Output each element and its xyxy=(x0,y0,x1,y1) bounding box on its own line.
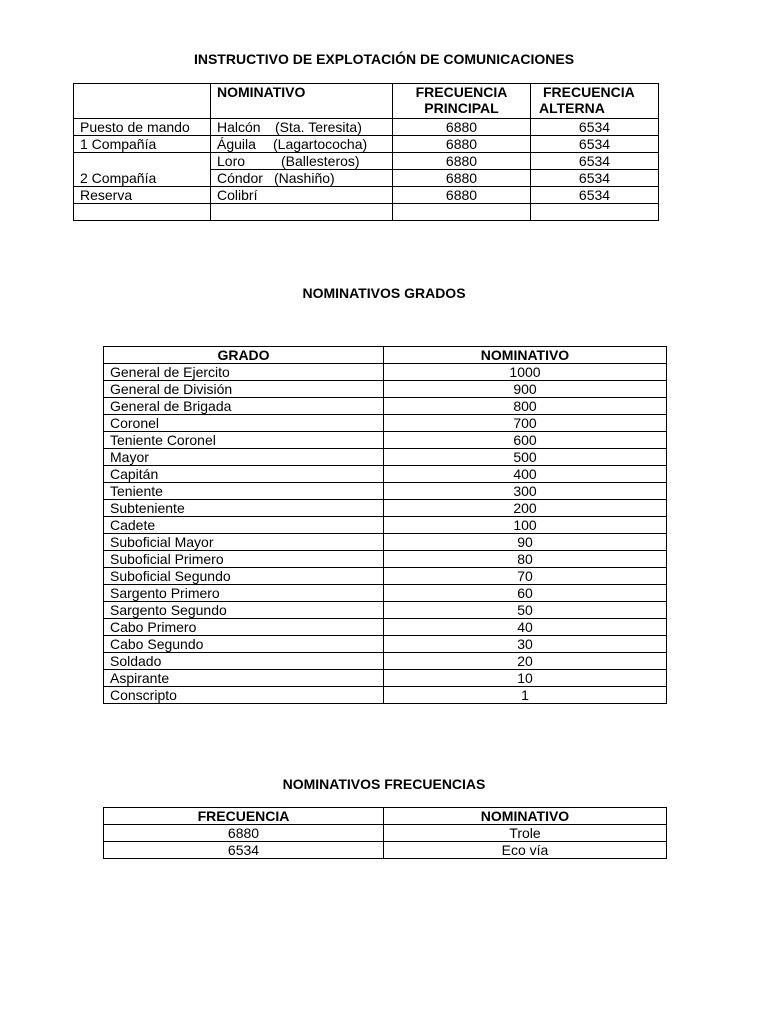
grado-cell: Soldado xyxy=(104,653,384,670)
callsign-cell xyxy=(211,153,393,170)
grado-cell: Aspirante xyxy=(104,670,384,687)
table-row xyxy=(104,636,667,653)
freq-alterna-cell: 6534 xyxy=(531,136,659,153)
table-row xyxy=(104,568,667,585)
table-row xyxy=(104,500,667,517)
nominativo-cell: 90 xyxy=(384,534,667,551)
header-empty-cell xyxy=(74,84,211,119)
table-row xyxy=(104,466,667,483)
unit-cell: Reserva xyxy=(74,187,211,204)
nominativo-cell: 10 xyxy=(384,670,667,687)
grado-cell: Suboficial Mayor xyxy=(104,534,384,551)
callsign-place: (Lagartocochа) xyxy=(273,136,368,152)
grado-cell: Cabo Segundo xyxy=(104,636,384,653)
header-frecuencia: FRECUENCIA xyxy=(104,808,384,825)
callsign-cell xyxy=(211,187,393,204)
nominativo-cell: Trole xyxy=(384,825,667,842)
nominativo-cell: 30 xyxy=(384,636,667,653)
frecuencia-cell: 6534 xyxy=(104,842,384,859)
header-nominativo: NOMINATIVO xyxy=(211,84,393,119)
callsign-cell xyxy=(211,119,393,136)
grado-cell: Capitán xyxy=(104,466,384,483)
grado-cell: General de Ejercito xyxy=(104,364,384,381)
grado-cell: Sargento Segundo xyxy=(104,602,384,619)
comms-header-row xyxy=(74,84,659,119)
frequencies-header-row xyxy=(104,808,667,825)
header-freq-principal xyxy=(393,84,531,119)
nominativo-cell: Eco vía xyxy=(384,842,667,859)
comms-title: INSTRUCTIVO DE EXPLOTACIÓN DE COMUNICACIONES xyxy=(193,51,575,67)
empty-row xyxy=(74,204,659,221)
callsign-place: (Ballesteros) xyxy=(281,153,360,169)
header-nominativo: NOMINATIVO xyxy=(384,347,667,364)
header-grado: GRADO xyxy=(104,347,384,364)
callsign-cell xyxy=(211,136,393,153)
table-row xyxy=(104,534,667,551)
nominativo-cell: 40 xyxy=(384,619,667,636)
nominativo-cell: 900 xyxy=(384,381,667,398)
table-row xyxy=(104,602,667,619)
grades-table xyxy=(103,346,667,704)
grades-table-body xyxy=(104,364,667,704)
callsign-cell xyxy=(211,170,393,187)
callsign-name: Halcón xyxy=(217,119,261,135)
grado-cell: General de Brigada xyxy=(104,398,384,415)
nominativo-cell: 700 xyxy=(384,415,667,432)
nominativo-cell: 400 xyxy=(384,466,667,483)
grades-title: NOMINATIVOS GRADOS xyxy=(302,285,466,301)
nominativo-cell: 60 xyxy=(384,585,667,602)
table-row xyxy=(104,825,667,842)
table-row xyxy=(104,483,667,500)
table-row xyxy=(104,517,667,534)
table-row xyxy=(104,842,667,859)
nominativo-cell: 100 xyxy=(384,517,667,534)
header-freq-alterna-line1: FRECUENCIA xyxy=(543,84,635,100)
nominativo-cell: 600 xyxy=(384,432,667,449)
comms-table xyxy=(73,83,659,221)
header-freq-principal-line1: FRECUENCIA xyxy=(415,84,508,100)
nominativo-cell: 500 xyxy=(384,449,667,466)
nominativo-cell: 300 xyxy=(384,483,667,500)
callsign-name: Colibrí xyxy=(217,187,258,203)
grado-cell: Coronel xyxy=(104,415,384,432)
callsign-name: Águila xyxy=(217,136,256,152)
freq-alterna-cell: 6534 xyxy=(531,153,659,170)
unit-cell: 2 Compañía xyxy=(74,153,211,187)
grades-header-row xyxy=(104,347,667,364)
table-row xyxy=(104,653,667,670)
table-row xyxy=(104,551,667,568)
grado-cell: Suboficial Segundo xyxy=(104,568,384,585)
callsign-place: (Nashiño) xyxy=(274,170,335,186)
frequencies-table-body xyxy=(104,825,667,859)
grado-cell: Cadete xyxy=(104,517,384,534)
table-row xyxy=(104,415,667,432)
frequencies-table xyxy=(103,807,667,859)
table-row xyxy=(104,449,667,466)
table-row xyxy=(104,398,667,415)
table-row xyxy=(74,187,659,204)
table-row xyxy=(74,136,659,153)
grado-cell: Sargento Primero xyxy=(104,585,384,602)
header-freq-alterna-line2: ALTERNA xyxy=(539,100,605,116)
freq-principal-cell: 6880 xyxy=(393,136,531,153)
table-row xyxy=(104,432,667,449)
unit-cell: Puesto de mando xyxy=(74,119,211,136)
grado-cell: Mayor xyxy=(104,449,384,466)
callsign-name: Cóndor xyxy=(217,170,263,186)
table-row xyxy=(74,153,659,170)
freq-alterna-cell: 6534 xyxy=(531,187,659,204)
grado-cell: Teniente xyxy=(104,483,384,500)
grado-cell: Conscripto xyxy=(104,687,384,704)
freq-principal-cell: 6880 xyxy=(393,153,531,170)
table-row xyxy=(104,585,667,602)
nominativo-cell: 70 xyxy=(384,568,667,585)
table-row xyxy=(104,364,667,381)
freq-principal-cell: 6880 xyxy=(393,119,531,136)
unit-cell: 1 Compañía xyxy=(74,136,211,153)
nominativo-cell: 800 xyxy=(384,398,667,415)
table-row xyxy=(104,670,667,687)
nominativo-cell: 20 xyxy=(384,653,667,670)
grado-cell: Suboficial Primero xyxy=(104,551,384,568)
table-row xyxy=(74,119,659,136)
header-freq-alterna xyxy=(531,84,659,119)
grado-cell: Teniente Coronel xyxy=(104,432,384,449)
table-row xyxy=(104,687,667,704)
header-nominativo: NOMINATIVO xyxy=(384,808,667,825)
callsign-name: Loro xyxy=(217,153,246,169)
nominativo-cell: 80 xyxy=(384,551,667,568)
nominativo-cell: 1000 xyxy=(384,364,667,381)
header-freq-principal-line2: PRINCIPAL xyxy=(424,100,499,116)
table-row xyxy=(104,619,667,636)
grado-cell: General de División xyxy=(104,381,384,398)
grado-cell: Subteniente xyxy=(104,500,384,517)
freq-alterna-cell: 6534 xyxy=(531,170,659,187)
grado-cell: Cabo Primero xyxy=(104,619,384,636)
table-row xyxy=(104,381,667,398)
freq-principal-cell: 6880 xyxy=(393,187,531,204)
nominativo-cell: 200 xyxy=(384,500,667,517)
freq-principal-cell: 6880 xyxy=(393,170,531,187)
callsign-place: (Sta. Teresita) xyxy=(275,119,362,135)
frecuencia-cell: 6880 xyxy=(104,825,384,842)
nominativo-cell: 50 xyxy=(384,602,667,619)
nominativo-cell: 1 xyxy=(384,687,667,704)
frequencies-title: NOMINATIVOS FRECUENCIAS xyxy=(282,776,486,792)
freq-alterna-cell: 6534 xyxy=(531,119,659,136)
